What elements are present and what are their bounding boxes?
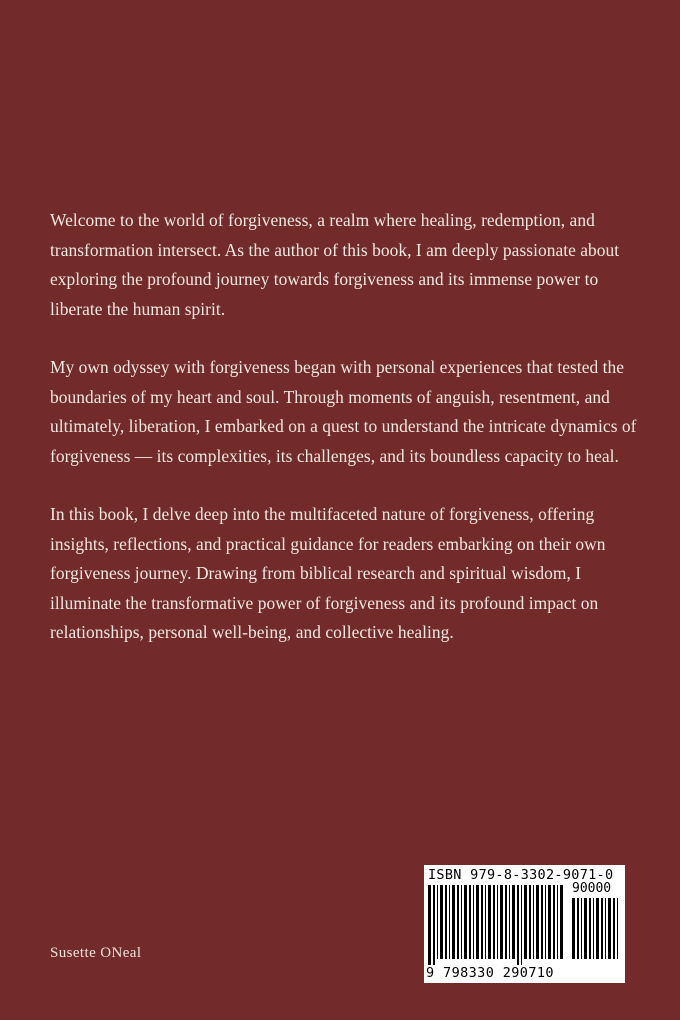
blurb xyxy=(50,206,650,677)
addon-code: 90000 xyxy=(572,881,612,896)
barcode-bars-icon xyxy=(428,885,563,965)
isbn-barcode xyxy=(424,865,625,983)
blurb-paragraph-3: In this book, I delve deep into the multifaceted nature of forgiveness, offering insights, reflections, and practical guidance for readers embarking on their own forgiveness journey. Drawing from biblical research and spiritual wisdom, I illuminate the transformative power of forgiveness and its profound impact on relationships, personal well-being, and collective healing. xyxy=(50,504,606,642)
ean-digits: 9 798330 290710 xyxy=(426,965,554,981)
author-name: Susette ONeal xyxy=(50,945,142,961)
isbn-label: ISBN 979-8-3302-9071-0 xyxy=(428,867,614,883)
blurb-paragraph-1: Welcome to the world of forgiveness, a realm where healing, redemption, and transformation intersect. As the author of this book, I am deeply passionate about exploring the profound journey towards forgiveness and its immense power to liberate the human spirit. xyxy=(50,210,620,319)
blurb-paragraph-2: My own odyssey with forgiveness began with personal experiences that tested the boundaries of my heart and soul. Through moments of anguish, resentment, and ultimately, liberation, I embarked on a quest to understand the intricate dynamics of forgiveness — its complexities, its challenges, and its boundless capacity to heal. xyxy=(50,357,637,466)
addon-barcode-bars-icon xyxy=(572,898,620,965)
